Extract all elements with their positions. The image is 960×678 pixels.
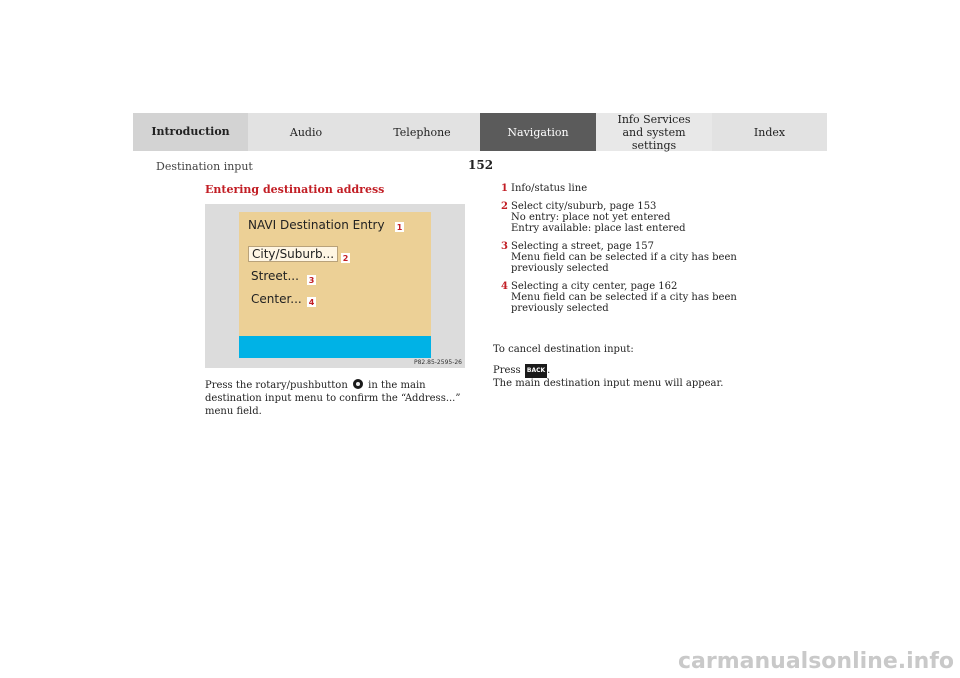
callout-legend	[501, 183, 741, 321]
tab-index[interactable]: Index	[712, 113, 827, 151]
menu-item-city-suburb: City/Suburb...	[248, 246, 338, 262]
instruction-text-after: in the main destination input menu to confirm the “Address...” menu field.	[205, 380, 461, 417]
list-item	[501, 201, 741, 234]
screen-title: NAVI Destination Entry	[248, 218, 385, 232]
section-tabs	[133, 113, 827, 151]
screen-figure	[205, 204, 465, 368]
instruction-paragraph	[205, 379, 475, 418]
callout-badge: 2	[342, 253, 349, 263]
list-item	[501, 281, 741, 314]
callout-badge: 1	[396, 222, 403, 232]
cancel-instructions	[493, 344, 773, 390]
tab-audio[interactable]: Audio	[248, 113, 364, 151]
list-line: Selecting a city center, page 162	[511, 281, 678, 292]
press-label: Press	[493, 365, 521, 376]
callout-badge: 4	[308, 297, 315, 307]
list-line: No entry: place not yet entered	[511, 212, 671, 223]
tab-navigation[interactable]: Navigation	[480, 113, 596, 151]
menu-item-center: Center...	[251, 292, 302, 306]
screen-status-bar	[239, 336, 431, 358]
watermark: carmanualsonline.info	[678, 649, 954, 674]
page-number: 152	[468, 158, 494, 172]
cancel-intro: To cancel destination input:	[493, 344, 634, 355]
instruction-text-before: Press the rotary/pushbutton	[205, 380, 348, 391]
rotary-pushbutton-icon	[353, 379, 363, 389]
list-number: 4	[501, 281, 508, 292]
list-number: 1	[501, 183, 508, 194]
list-item	[501, 183, 741, 194]
list-line: Entry available: place last entered	[511, 223, 686, 234]
tab-telephone[interactable]: Telephone	[364, 113, 480, 151]
list-line: previously selected	[511, 263, 609, 274]
list-line: Info/status line	[511, 183, 588, 194]
list-line: previously selected	[511, 303, 609, 314]
list-line: Select city/suburb, page 153	[511, 201, 657, 212]
tab-introduction[interactable]: Introduction	[133, 113, 248, 151]
section-title: Destination input	[156, 160, 253, 173]
cancel-result: The main destination input menu will appear.	[493, 378, 724, 389]
menu-item-street: Street...	[251, 269, 299, 283]
list-line: Menu field can be selected if a city has been	[511, 252, 737, 263]
list-number: 3	[501, 241, 508, 252]
press-period: .	[547, 365, 551, 376]
list-line: Selecting a street, page 157	[511, 241, 654, 252]
figure-reference: P82.85-2595-26	[413, 359, 462, 366]
section-heading: Entering destination address	[205, 183, 385, 196]
cancel-press-line	[493, 364, 773, 378]
list-item	[501, 241, 741, 274]
list-number: 2	[501, 201, 508, 212]
navi-screen	[239, 212, 431, 336]
tab-info-services[interactable]: Info Services and system settings	[596, 113, 712, 151]
list-line: Menu field can be selected if a city has been	[511, 292, 737, 303]
callout-badge: 3	[308, 275, 315, 285]
back-key-icon: BACK	[525, 364, 547, 378]
